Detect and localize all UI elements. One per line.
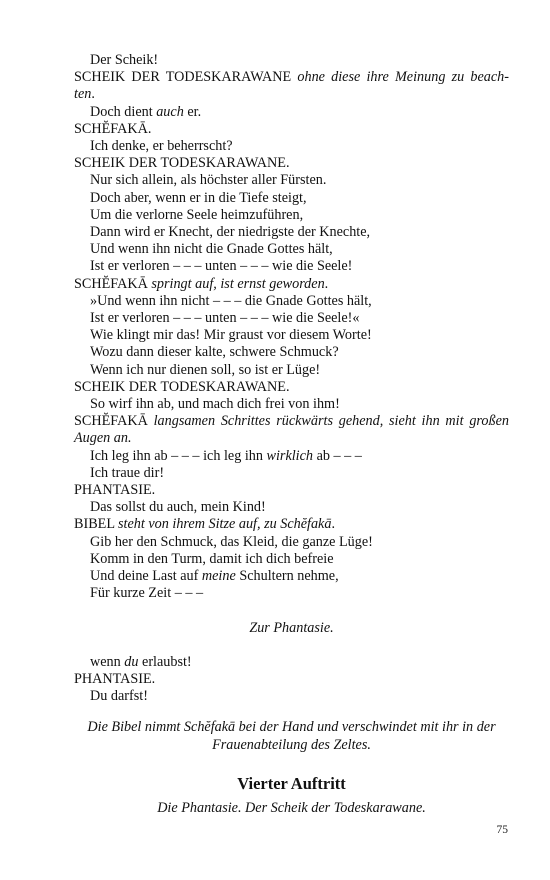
text-span: Ich leg ihn ab – – – ich leg ihn (90, 447, 267, 464)
text-span: SCHĔFAKĀ. (74, 120, 152, 137)
verse-line (74, 654, 509, 671)
text-span: wenn (90, 653, 125, 670)
text-span: . (324, 275, 329, 292)
verse-line (74, 172, 509, 189)
text-span: Doch aber, wenn er in die Tiefe steigt, (90, 189, 307, 206)
text-span: SCHĔFAKĀ (74, 275, 152, 292)
text-span: Und deine Last auf (90, 568, 202, 585)
text-span: ab – – – (313, 447, 362, 464)
speaker-line (74, 155, 509, 172)
text-span: Ich denke, er beherrscht? (90, 138, 233, 155)
text-span: Schultern nehme, (235, 568, 339, 585)
verse-line (74, 138, 509, 155)
verse-line (74, 207, 509, 224)
spacer (74, 637, 509, 654)
speaker-line (74, 413, 509, 430)
spacer (74, 603, 509, 620)
speaker-line (74, 276, 509, 293)
verse-line (74, 396, 509, 413)
speaker-line (74, 379, 509, 396)
text-span: Um die verlorne Seele heimzuführen, (90, 206, 304, 223)
verse-line (74, 465, 509, 482)
verse-line (74, 224, 509, 241)
verse-line (74, 534, 509, 551)
text-span: Der Scheik! (90, 52, 159, 68)
text-span: . (331, 516, 335, 533)
verse-line (74, 310, 509, 327)
text-span: Wenn ich nur dienen soll, so ist er Lüge! (90, 361, 321, 378)
italic-text: meine (201, 568, 236, 585)
scene-characters: Die Phantasie. Der Scheik der Todeskarawane. (157, 799, 426, 816)
text-span: Doch dient (90, 103, 157, 120)
italic-text: Augen an. (74, 430, 132, 447)
verse-line (74, 52, 509, 69)
text-span: PHANTASIE. (74, 482, 156, 499)
text-span: Gib her den Schmuck, das Kleid, die ganze Lüge! (90, 533, 373, 550)
text-span: Dann wird er Knecht, der niedrigste der Knechte, (90, 224, 371, 241)
text-span: BIBEL (74, 516, 119, 533)
text-span: Du darfst! (90, 688, 148, 705)
verse-line (74, 104, 509, 121)
text-span: Ist er verloren – – – unten – – – wie die Seele! (90, 258, 353, 275)
text-span: Komm in den Turm, damit ich dich befreie (90, 550, 334, 567)
text-span: Und wenn ihn nicht die Gnade Gottes hält, (90, 241, 333, 258)
text-span: SCHĔFAKĀ (74, 413, 154, 430)
verse-line (74, 551, 509, 568)
text-span: erlaubst! (138, 653, 192, 670)
speaker-line (74, 482, 509, 499)
stage-direction-centered: Zur Phantasie. (249, 619, 334, 636)
verse-line (74, 241, 509, 258)
text-span: Nur sich allein, als höchster aller Fürsten. (90, 172, 327, 189)
italic-text: springt auf, ist ernst geworden (151, 275, 325, 292)
text-span: Ich traue dir! (90, 464, 165, 481)
text-span: . (91, 86, 95, 103)
text-span: Wozu dann dieser kalte, schwere Schmuck? (90, 344, 339, 361)
verse-line (74, 327, 509, 344)
speaker-line (74, 69, 509, 86)
speaker-line (74, 430, 509, 447)
verse-line (74, 258, 509, 275)
speaker-line (74, 671, 509, 688)
text-span: Das sollst du auch, mein Kind! (90, 499, 266, 516)
verse-line (74, 344, 509, 361)
verse-line (74, 499, 509, 516)
italic-text: langsamen Schrittes rückwärts gehend, sieht ihn mit großen (153, 413, 509, 430)
closing-stage-direction: Die Bibel nimmt Schĕfakā bei der Hand und verschwindet mit ihr in der Frauenabteilung des Zeltes. (87, 719, 496, 753)
verse-line (74, 362, 509, 379)
italic-text: ohne diese ihre Meinung zu beach- (297, 69, 509, 86)
verse-line (74, 448, 509, 465)
verse-line (74, 688, 509, 705)
speaker-line (74, 516, 509, 533)
italic-text: du (124, 653, 139, 670)
verse-line (74, 293, 509, 310)
text-span: PHANTASIE. (74, 670, 156, 687)
text-span: Ist er verloren – – – unten – – – wie die Seele!« (90, 310, 360, 327)
speaker-line (74, 121, 509, 138)
verse-line (74, 568, 509, 585)
text-span: er. (183, 103, 202, 120)
text-span: »Und wenn ihn nicht – – – die Gnade Gottes hält, (90, 292, 372, 309)
text-span: SCHEIK DER TODESKARAWANE (74, 69, 298, 86)
page-number: 75 (496, 824, 508, 836)
italic-text: steht von ihrem Sitze auf, zu Schĕfakā (118, 516, 332, 533)
text-span: Wie klingt mir das! Mir graust vor diesem Worte! (90, 327, 372, 344)
verse-line (74, 190, 509, 207)
page-body (74, 52, 509, 817)
italic-text: wirklich (266, 447, 314, 464)
speaker-line (74, 86, 509, 103)
text-span: Für kurze Zeit – – – (90, 585, 204, 602)
text-span: So wirf ihn ab, und mach dich frei von ihm! (90, 396, 340, 413)
dialogue-block (74, 52, 509, 603)
text-span: SCHEIK DER TODESKARAWANE. (74, 155, 290, 172)
italic-text: auch (156, 103, 184, 120)
verse-line (74, 585, 509, 602)
text-span: SCHEIK DER TODESKARAWANE. (74, 378, 290, 395)
italic-text: ten (74, 86, 92, 103)
scene-heading: Vierter Auftritt (237, 773, 346, 793)
spacer (74, 705, 509, 719)
dialogue-block-continued (74, 654, 509, 706)
